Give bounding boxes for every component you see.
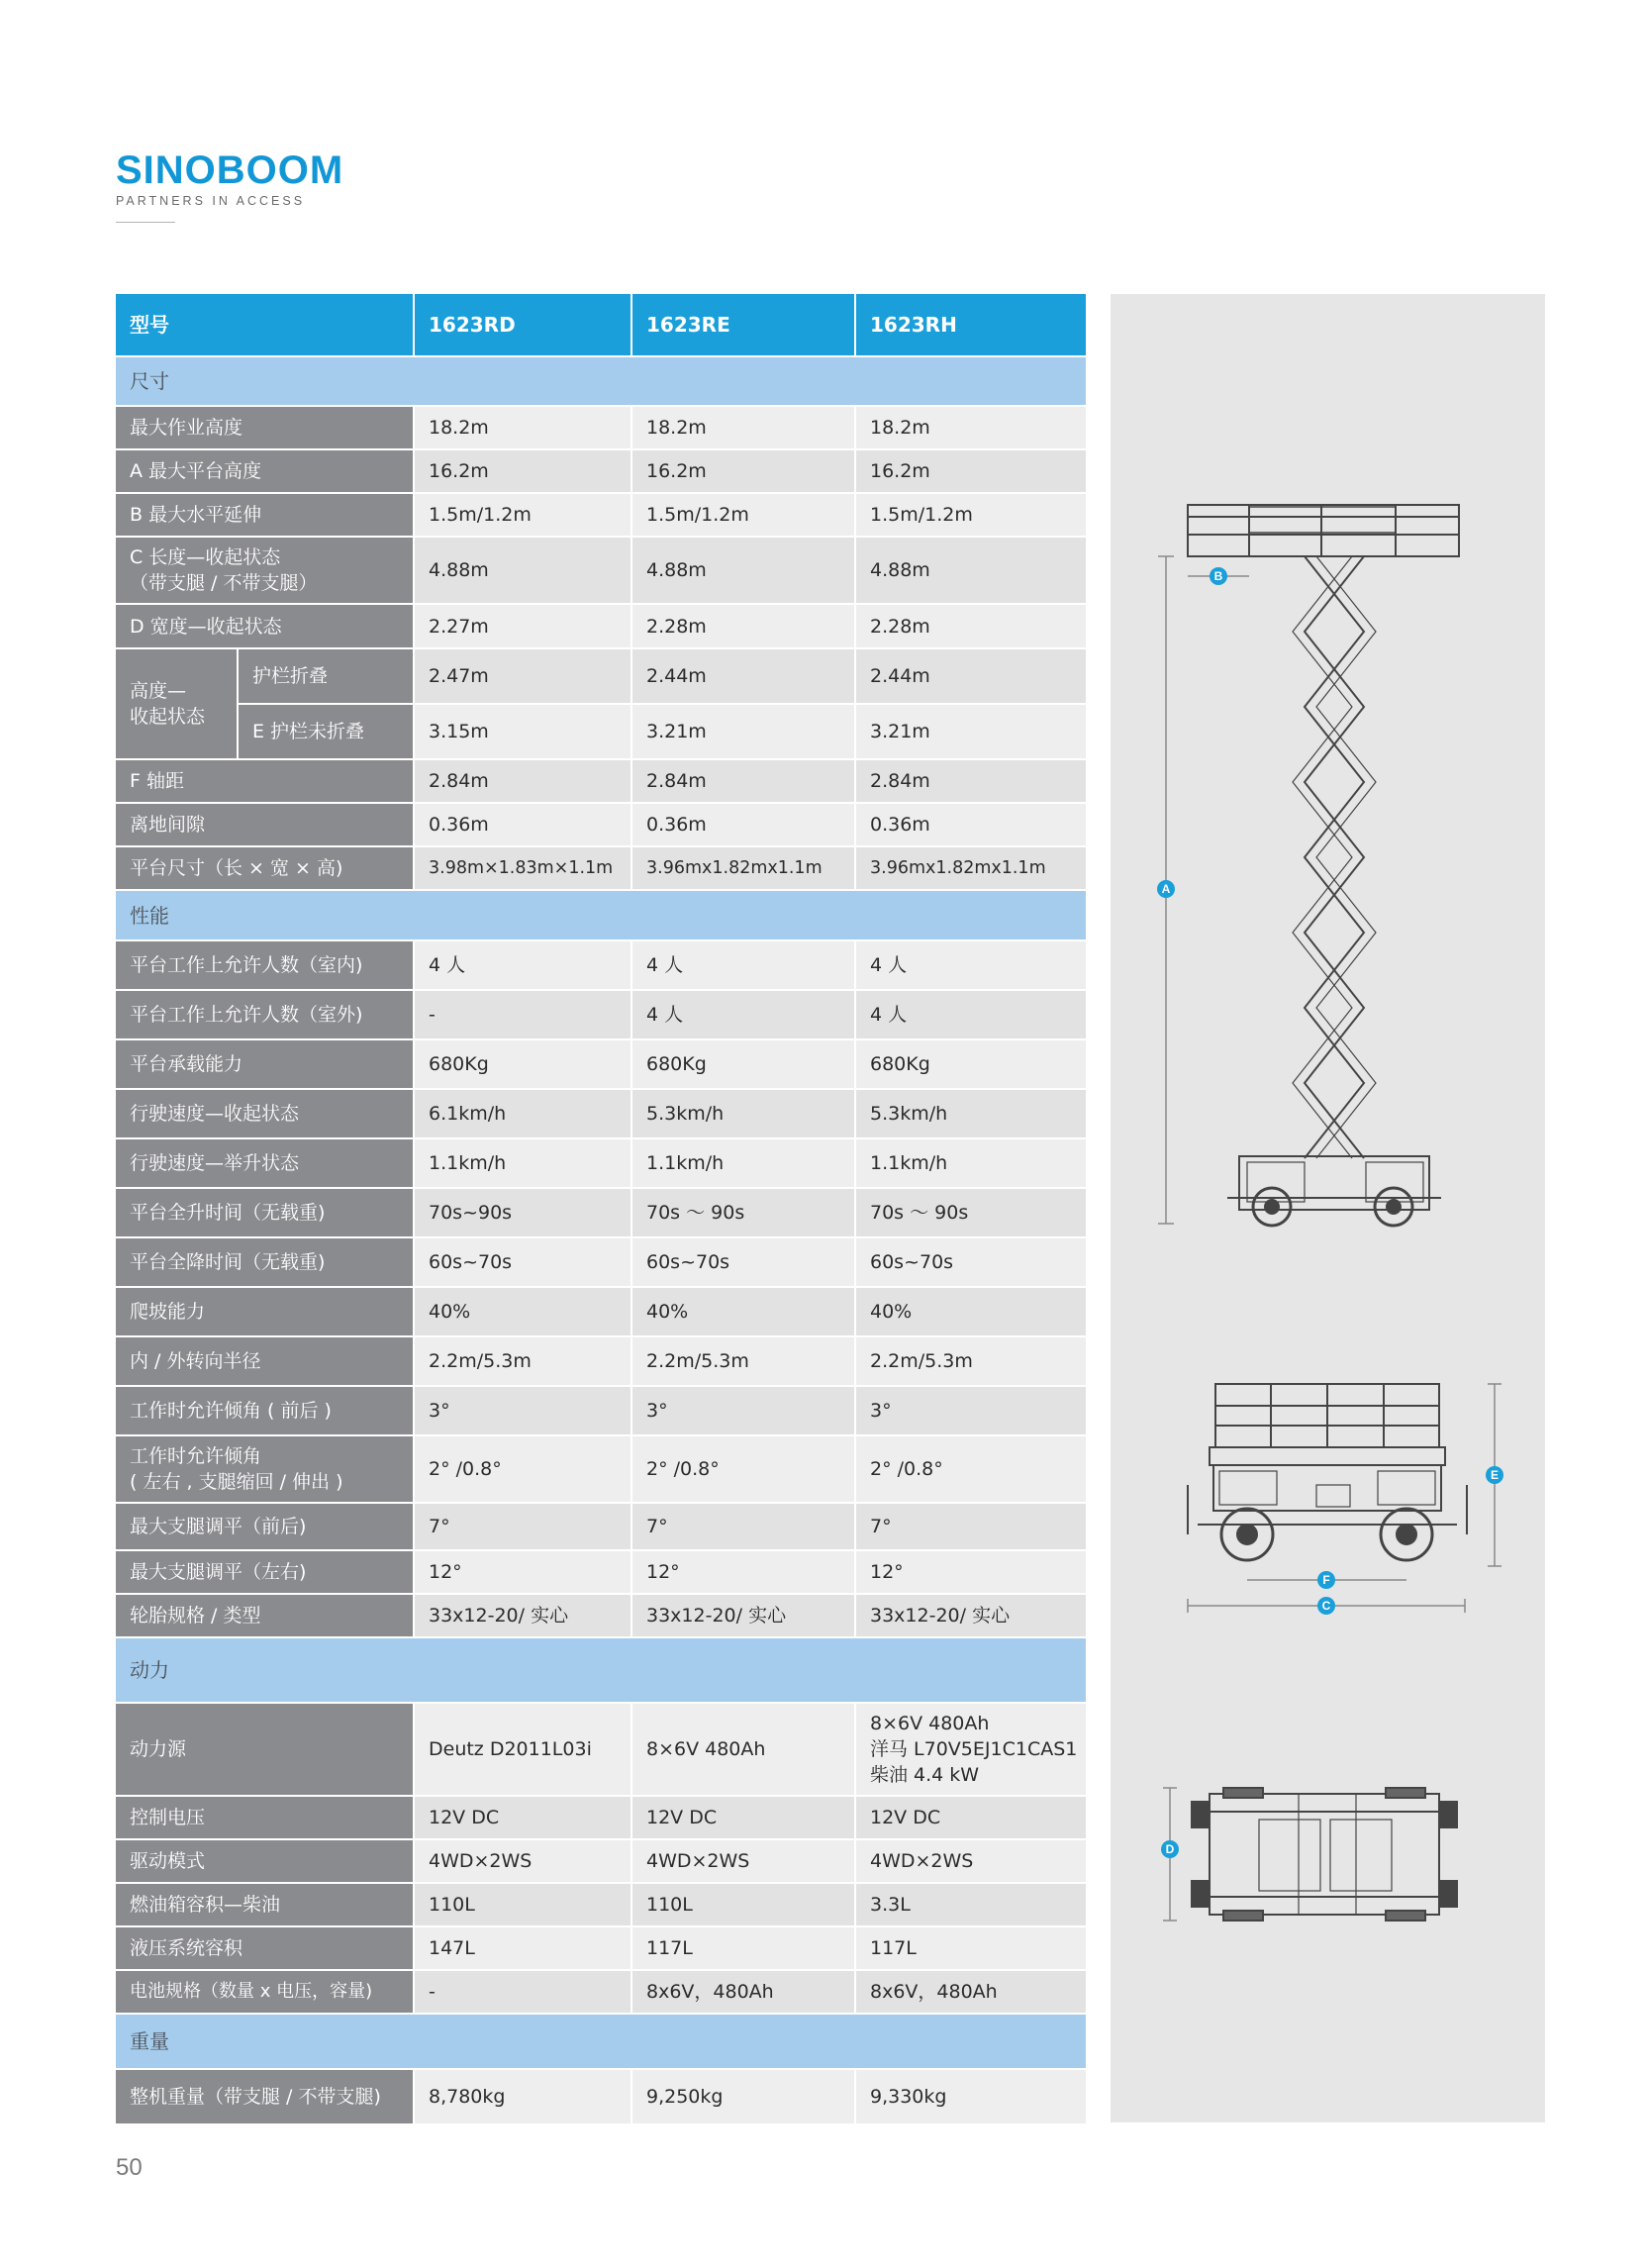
- row-label: 最大支腿调平（前后): [116, 1503, 414, 1550]
- row-label: F 轴距: [116, 759, 414, 803]
- cell-value: Deutz D2011L03i: [414, 1703, 631, 1796]
- cell-value: 0.36m: [414, 803, 631, 846]
- cell-value: 5.3km/h: [855, 1089, 1087, 1138]
- cell-value: 2.84m: [855, 759, 1087, 803]
- cell-value: 8×6V 480Ah: [631, 1703, 855, 1796]
- row-label: 行驶速度—收起状态: [116, 1089, 414, 1138]
- cell-value: 2° /0.8°: [631, 1435, 855, 1503]
- cell-value: 18.2m: [631, 406, 855, 449]
- dimension-marker-e: [1486, 1466, 1503, 1484]
- row-label: 内 / 外转向半径: [116, 1336, 414, 1386]
- page-number: 50: [116, 2154, 143, 2181]
- model-label: 型号: [116, 294, 414, 356]
- svg-text:A: A: [1161, 882, 1171, 896]
- svg-text:C: C: [1321, 1599, 1331, 1613]
- cell-value: 110L: [631, 1883, 855, 1926]
- cell-value: 9,330kg: [855, 2069, 1087, 2124]
- svg-text:E: E: [1490, 1468, 1500, 1482]
- row-label: A 最大平台高度: [116, 449, 414, 493]
- cell-value: 2.2m/5.3m: [855, 1336, 1087, 1386]
- cell-value-line: 柴油 4.4 kW: [870, 1764, 980, 1786]
- cell-value: 3°: [414, 1386, 631, 1435]
- cell-value: 8x6V，480Ah: [855, 1970, 1087, 2014]
- cell-value: 4WD×2WS: [414, 1839, 631, 1883]
- cell-value: 2.2m/5.3m: [631, 1336, 855, 1386]
- cell-value: 1.1km/h: [855, 1138, 1087, 1188]
- section-title: 性能: [116, 890, 1087, 940]
- dimension-marker-b: [1210, 567, 1227, 585]
- cell-value: 3.21m: [855, 704, 1087, 759]
- cell-value: 7°: [414, 1503, 631, 1550]
- brand-name: SINOBOOM: [116, 148, 344, 192]
- dimension-marker-f: [1317, 1571, 1335, 1589]
- cell-value: 12V DC: [631, 1796, 855, 1839]
- side-view-raised-drawing: [1188, 505, 1459, 1226]
- cell-value: 60s~70s: [414, 1237, 631, 1287]
- dimension-marker-d: [1161, 1840, 1179, 1858]
- cell-value: 3.96mx1.82mx1.1m: [855, 846, 1087, 890]
- dimension-marker-a: [1157, 880, 1175, 898]
- cell-value: 12V DC: [855, 1796, 1087, 1839]
- row-label: 最大支腿调平（左右): [116, 1550, 414, 1594]
- row-label: 爬坡能力: [116, 1287, 414, 1336]
- cell-value: 2.84m: [631, 759, 855, 803]
- cell-value: 40%: [855, 1287, 1087, 1336]
- cell-value: 33x12-20/ 实心: [631, 1594, 855, 1637]
- model-header: 1623RE: [631, 294, 855, 356]
- row-label: 工作时允许倾角 ( 前后 ): [116, 1386, 414, 1435]
- cell-value: 5.3km/h: [631, 1089, 855, 1138]
- cell-value: 33x12-20/ 实心: [414, 1594, 631, 1637]
- cell-value: 16.2m: [855, 449, 1087, 493]
- row-label: 行驶速度—举升状态: [116, 1138, 414, 1188]
- cell-value: 12°: [631, 1550, 855, 1594]
- cell-value: 70s ～ 90s: [855, 1188, 1087, 1237]
- cell-value: 18.2m: [414, 406, 631, 449]
- cell-value: 18.2m: [855, 406, 1087, 449]
- cell-value: 147L: [414, 1926, 631, 1970]
- row-label-line: 工作时允许倾角: [130, 1445, 262, 1467]
- cell-value: 16.2m: [631, 449, 855, 493]
- cell-value: 9,250kg: [631, 2069, 855, 2124]
- row-label: 平台全降时间（无载重): [116, 1237, 414, 1287]
- svg-text:F: F: [1322, 1573, 1330, 1587]
- section-title: 尺寸: [116, 356, 1087, 406]
- cell-value: 1.5m/1.2m: [855, 493, 1087, 537]
- row-label-line: 收起状态: [130, 706, 206, 728]
- cell-value: 0.36m: [855, 803, 1087, 846]
- svg-text:D: D: [1165, 1842, 1175, 1856]
- cell-value: 12°: [414, 1550, 631, 1594]
- cell-value-line: 洋马 L70V5EJ1C1CAS1: [870, 1738, 1078, 1760]
- row-label: 平台工作上允许人数（室内): [116, 940, 414, 990]
- cell-value: 0.36m: [631, 803, 855, 846]
- cell-value: 4 人: [855, 940, 1087, 990]
- cell-value: 60s~70s: [855, 1237, 1087, 1287]
- row-label: 平台工作上允许人数（室外): [116, 990, 414, 1039]
- cell-value: 60s~70s: [631, 1237, 855, 1287]
- section-title: 动力: [116, 1637, 1087, 1703]
- row-label: 液压系统容积: [116, 1926, 414, 1970]
- row-label: 平台承载能力: [116, 1039, 414, 1089]
- cell-value: 2° /0.8°: [414, 1435, 631, 1503]
- cell-value: 4 人: [631, 990, 855, 1039]
- cell-value: 3°: [631, 1386, 855, 1435]
- cell-value: -: [414, 990, 631, 1039]
- cell-value: 33x12-20/ 实心: [855, 1594, 1087, 1637]
- row-label: 驱动模式: [116, 1839, 414, 1883]
- cell-value: 70s ～ 90s: [631, 1188, 855, 1237]
- cell-value: 680Kg: [414, 1039, 631, 1089]
- cell-value: 3.98m×1.83m×1.1m: [414, 846, 631, 890]
- brand-tagline: PARTNERS IN ACCESS: [116, 194, 306, 208]
- row-label: 离地间隙: [116, 803, 414, 846]
- cell-value: 4.88m: [631, 537, 855, 604]
- cell-value: 1.1km/h: [414, 1138, 631, 1188]
- model-header: 1623RH: [855, 294, 1087, 356]
- cell-value: 12V DC: [414, 1796, 631, 1839]
- row-label: 燃油箱容积—柴油: [116, 1883, 414, 1926]
- cell-value: 4.88m: [855, 537, 1087, 604]
- cell-value: 117L: [631, 1926, 855, 1970]
- section-title: 重量: [116, 2014, 1087, 2069]
- cell-value: 6.1km/h: [414, 1089, 631, 1138]
- cell-value: 2.47m: [414, 648, 631, 704]
- cell-value: 1.5m/1.2m: [631, 493, 855, 537]
- cell-value: 2.27m: [414, 604, 631, 648]
- cell-value: 16.2m: [414, 449, 631, 493]
- cell-value: 4WD×2WS: [631, 1839, 855, 1883]
- row-sublabel: 护栏折叠: [238, 648, 414, 704]
- row-label: 平台尺寸（长 × 宽 × 高): [116, 846, 414, 890]
- cell-value: 4WD×2WS: [855, 1839, 1087, 1883]
- row-label: 控制电压: [116, 1796, 414, 1839]
- dimension-marker-c: [1317, 1597, 1335, 1615]
- row-label: 平台全升时间（无载重): [116, 1188, 414, 1237]
- cell-value: 3.96mx1.82mx1.1m: [631, 846, 855, 890]
- row-label-line: ( 左右 , 支腿缩回 / 伸出 ): [130, 1471, 343, 1493]
- cell-value: 2° /0.8°: [855, 1435, 1087, 1503]
- row-label: D 宽度—收起状态: [116, 604, 414, 648]
- row-label: 最大作业高度: [116, 406, 414, 449]
- cell-value: 8,780kg: [414, 2069, 631, 2124]
- cell-value: 2.28m: [855, 604, 1087, 648]
- cell-value: 2.84m: [414, 759, 631, 803]
- cell-value: 40%: [631, 1287, 855, 1336]
- cell-value: 3°: [855, 1386, 1087, 1435]
- cell-value: 680Kg: [855, 1039, 1087, 1089]
- cell-value: 4 人: [631, 940, 855, 990]
- cell-value: 4.88m: [414, 537, 631, 604]
- side-view-stowed-drawing: [1188, 1384, 1467, 1560]
- cell-value: 680Kg: [631, 1039, 855, 1089]
- svg-text:B: B: [1213, 569, 1223, 583]
- cell-value: 1.5m/1.2m: [414, 493, 631, 537]
- row-label: 电池规格（数量 x 电压，容量): [116, 1970, 414, 2014]
- cell-value: 3.3L: [855, 1883, 1087, 1926]
- cell-value: 40%: [414, 1287, 631, 1336]
- cell-value: 7°: [631, 1503, 855, 1550]
- cell-value: 7°: [855, 1503, 1087, 1550]
- row-label: B 最大水平延伸: [116, 493, 414, 537]
- row-sublabel: E 护栏未折叠: [238, 704, 414, 759]
- cell-value: 3.21m: [631, 704, 855, 759]
- row-label: 动力源: [116, 1703, 414, 1796]
- cell-value-line: 8×6V 480Ah: [870, 1713, 990, 1734]
- cell-value: 12°: [855, 1550, 1087, 1594]
- cell-value: -: [414, 1970, 631, 2014]
- cell-value: 3.15m: [414, 704, 631, 759]
- cell-value: 2.44m: [631, 648, 855, 704]
- cell-value: 1.1km/h: [631, 1138, 855, 1188]
- cell-value: 2.44m: [855, 648, 1087, 704]
- row-label-line: 高度—: [130, 680, 187, 702]
- cell-value: 117L: [855, 1926, 1087, 1970]
- model-header: 1623RD: [414, 294, 631, 356]
- top-view-drawing: [1192, 1788, 1457, 1921]
- cell-value: 2.28m: [631, 604, 855, 648]
- cell-value: 4 人: [855, 990, 1087, 1039]
- row-label: 整机重量（带支腿 / 不带支腿): [116, 2069, 414, 2124]
- cell-value: 70s~90s: [414, 1188, 631, 1237]
- cell-value: 8x6V，480Ah: [631, 1970, 855, 2014]
- cell-value: 2.2m/5.3m: [414, 1336, 631, 1386]
- cell-value: 4 人: [414, 940, 631, 990]
- cell-value: 110L: [414, 1883, 631, 1926]
- row-label-line: （带支腿 / 不带支腿）: [130, 572, 318, 594]
- row-label: 轮胎规格 / 类型: [116, 1594, 414, 1637]
- row-label-line: C 长度—收起状态: [130, 546, 281, 568]
